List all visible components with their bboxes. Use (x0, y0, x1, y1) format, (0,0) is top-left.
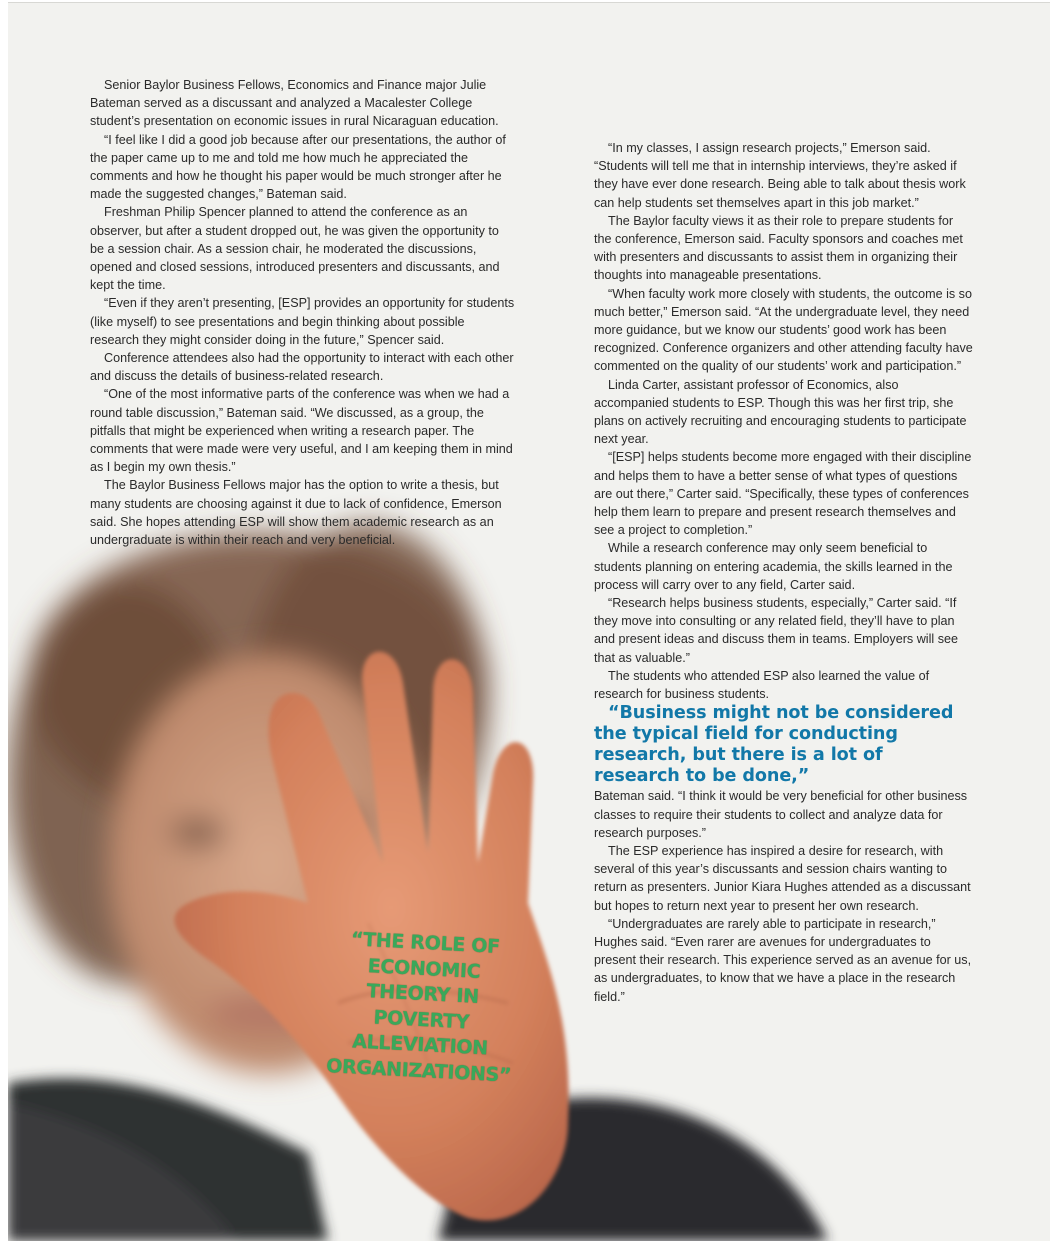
paragraph: Linda Carter, assistant professor of Economics, also accompanied students to ESP. Though this was her first trip, she plans on actively recruiting and encouraging students to participate next year. (594, 377, 967, 447)
paragraph: “I feel like I did a good job because after our presentations, the author of the paper came up to me and told me how much he appreciated the comments and how he thought his paper would be much stronger after he made the suggested changes,” Bateman said. (90, 132, 506, 202)
paragraph: “One of the most informative parts of the conference was when we had a round table discussion,” Bateman said. “We discussed, as a group, the pitfalls that might be experienced when writing a research paper. The comments that were made were very useful, and I am keeping them in mind as I begin my own thesis.” (90, 387, 513, 475)
magazine-page (8, 2, 1050, 1241)
hand-text-line: POVERTY (373, 1006, 470, 1034)
pull-quote: “Business might not be considered the typical field for conducting research, but there is a lot of research to be done,” (594, 703, 954, 787)
paragraph: Freshman Philip Spencer planned to attend the conference as an observer, but after a student dropped out, he was given the opportunity to be a session chair. As a session chair, he moderated the discussions, opened and closed sessions, introduced presenters and discussants, and kept the time. (90, 205, 500, 293)
paragraph: “[ESP] helps students become more engaged with their discipline and helps them to have a better sense of what types of questions are out there,” Carter said. “Specifically, these types of conferences help them learn to prepare and present research themselves and see a project to completion.” (594, 450, 972, 538)
paragraph: The students who attended ESP also learned the value of research for business students. (594, 668, 930, 702)
paragraph: Conference attendees also had the opportunity to interact with each other and discuss the details of business-related research. (90, 351, 514, 384)
paragraph: “Even if they aren’t presenting, [ESP] provides an opportunity for students (like myself) to see presentations and begin thinking about possible research they might consider doing in the future,” Spencer said. (90, 296, 515, 347)
left-text-column (90, 76, 515, 549)
hand-text-line: “THE ROLE OF (350, 928, 501, 958)
hand-written-text (308, 925, 536, 1090)
paragraph: Bateman said. “I think it would be very beneficial for other business classes to require their students to collect and analyze data for research purposes.” (594, 789, 968, 840)
paragraph: “Undergraduates are rarely able to participate in research,” Hughes said. “Even rarer are avenues for undergraduates to present their research. This experience served as an avenue for us, as undergraduates, to know that we have a place in the research field.” (594, 916, 972, 1004)
paragraph: “In my classes, I assign research projects,” Emerson said. “Students will tell me that in internship interviews, they’re asked if they have ever done research. Being able to talk about thesis work can help students set themselves apart in this job market.” (594, 141, 966, 210)
paragraph: “Research helps business students, especially,” Carter said. “If they move into consulting or any related field, they’ll have to plan and present ideas and discuss them in teams. Employers will see that as valuable.” (594, 596, 958, 665)
right-text-column (594, 139, 974, 1006)
paragraph: “When faculty work more closely with students, the outcome is so much better,” Emerson said. “At the undergraduate level, they need more guidance, but we know our students’ good work has been recognized. Conference organizers and other attending faculty have commented on the quality of our students’ work and participation.” (594, 286, 973, 374)
hand-text-line: THEORY IN (366, 980, 480, 1009)
hand-text-line: ALLEVIATION (351, 1030, 489, 1060)
hand-text-line: ORGANIZATIONS” (325, 1055, 512, 1087)
paragraph: The Baylor faculty views it as their role to prepare students for the conference, Emerson said. Faculty sponsors and coaches met with presenters and discussants to assist them in organizing their thoughts into manageable presentations. (594, 213, 963, 283)
paragraph: Senior Baylor Business Fellows, Economics and Finance major Julie Bateman served as a discussant and analyzed a Macalester College student’s presentation on economic issues in rural Nicaraguan education. (90, 78, 499, 129)
paragraph: The ESP experience has inspired a desire for research, with several of this year’s discussants and session chairs wanting to return as presenters. Junior Kiara Hughes attended as a discussant but hopes to return next year to present her own research. (594, 843, 971, 913)
paragraph: While a research conference may only seem beneficial to students planning on entering academia, the skills learned in the process will carry over to any field, Carter said. (594, 541, 953, 592)
hand-text-line: ECONOMIC (367, 954, 481, 983)
paragraph: The Baylor Business Fellows major has the option to write a thesis, but many students are choosing against it due to lack of confidence, Emerson said. She hopes attending ESP will show them academic research as an undergraduate is within their reach and very beneficial. (90, 478, 502, 548)
